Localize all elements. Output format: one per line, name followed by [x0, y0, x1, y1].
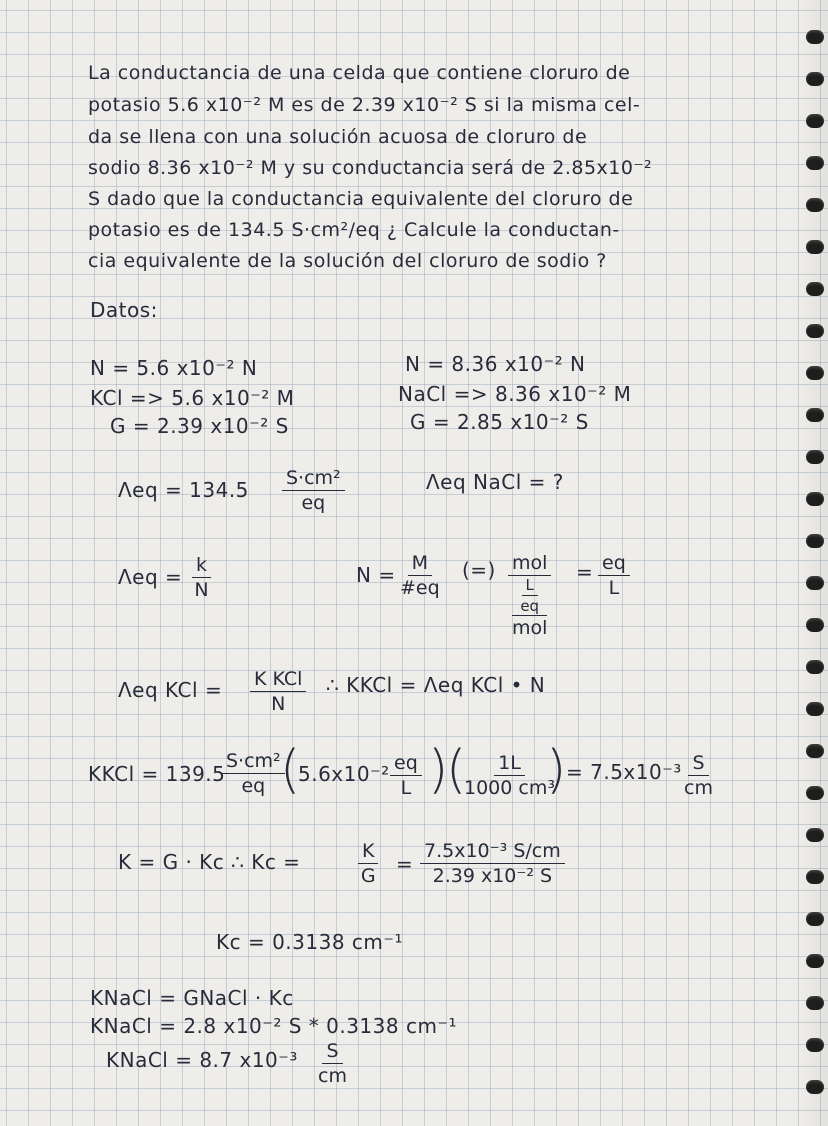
knacl-formula: KNaCl = GNaCl · Kc: [90, 986, 294, 1010]
binding-ring: [806, 198, 824, 212]
fraction-denominator: mol: [512, 617, 548, 639]
datos-label: Datos:: [90, 298, 158, 322]
kkcl-result-units: [684, 752, 713, 799]
binding-ring: [806, 618, 824, 632]
lambda-kcl: Λeq KCl =: [118, 678, 223, 702]
problem-line: potasio 5.6 x10⁻² M es de 2.39 x10⁻² S si la misma cel-: [88, 94, 641, 116]
formula-lambda: Λeq =: [118, 565, 183, 589]
binding-ring: [806, 744, 824, 758]
fraction-numerator: K: [358, 840, 378, 864]
problem-line: da se llena con una solución acuosa de cloruro de: [88, 126, 588, 148]
fraction-numerator: k: [192, 554, 211, 578]
fraction-numerator: S: [688, 752, 708, 776]
binding-ring: [806, 450, 824, 464]
result-units-fraction: [598, 552, 630, 599]
fraction-denominator: N: [271, 693, 286, 715]
fraction-numerator: 1L: [494, 752, 525, 776]
units-numerator: S·cm²: [282, 467, 345, 491]
binding-ring: [806, 534, 824, 548]
problem-line: potasio es de 134.5 S·cm²/eq ¿ Calcule la conductan-: [88, 219, 620, 241]
lambda-eq-kcl: Λeq = 134.5: [118, 478, 249, 502]
knacl-units: [318, 1040, 347, 1087]
fraction-denominator: N: [194, 579, 209, 601]
kc-fraction: [358, 840, 378, 887]
binding-ring: [806, 366, 824, 380]
kcl-molarity: KCl => 5.6 x10⁻² M: [90, 386, 295, 410]
binding-ring: [806, 996, 824, 1010]
fraction-numerator: eq: [390, 752, 422, 776]
problem-line: sodio 8.36 x10⁻² M y su conductancia será de 2.85x10⁻²: [88, 157, 653, 179]
formula-n: N =: [356, 563, 396, 587]
binding-ring: [806, 240, 824, 254]
nested-fraction: [520, 576, 539, 615]
fraction-numerator: eq: [598, 552, 630, 576]
binding-ring: [806, 408, 824, 422]
spiral-binding: [798, 0, 828, 1126]
kcl-normality: N = 5.6 x10⁻² N: [90, 356, 258, 380]
binding-ring: [806, 324, 824, 338]
eq-per-liter: [390, 752, 422, 799]
fraction-numerator: mol: [508, 552, 551, 576]
fraction-denominator: 2.39 x10⁻² S: [432, 865, 553, 887]
binding-ring: [806, 282, 824, 296]
binding-ring: [806, 576, 824, 590]
liter-conversion: [464, 752, 555, 799]
therefore-kkcl: ∴ KKCl = Λeq KCl • N: [326, 673, 546, 697]
lambda-eq-units: [282, 467, 345, 514]
nacl-normality: N = 8.36 x10⁻² N: [405, 352, 586, 376]
open-paren: (: [446, 740, 467, 800]
fraction-numerator: L: [522, 576, 538, 596]
binding-ring: [806, 114, 824, 128]
binding-ring: [806, 492, 824, 506]
binding-ring: [806, 72, 824, 86]
binding-ring: [806, 30, 824, 44]
problem-line: La conductancia de una celda que contiene cloruro de: [88, 62, 631, 84]
equivalence-sign: (=): [462, 558, 496, 582]
binding-ring: [806, 912, 824, 926]
fraction-denominator: eq: [241, 775, 266, 797]
units-compound-fraction: [508, 552, 551, 639]
equals-sign: =: [396, 852, 414, 876]
fraction-denominator: cm: [318, 1065, 347, 1087]
close-paren: ): [428, 740, 449, 800]
binding-ring: [806, 660, 824, 674]
knacl-substitution: KNaCl = 2.8 x10⁻² S * 0.3138 cm⁻¹: [90, 1014, 458, 1038]
binding-ring: [806, 702, 824, 716]
nacl-conductance: G = 2.85 x10⁻² S: [410, 410, 589, 434]
fraction-denominator: L: [400, 777, 412, 799]
fraction-numerator: M: [408, 552, 432, 576]
knacl-result: KNaCl = 8.7 x10⁻³: [106, 1048, 298, 1072]
kc-result: Kc = 0.3138 cm⁻¹: [216, 930, 403, 954]
fraction-denominator: G: [360, 865, 376, 887]
units-denominator: eq: [301, 492, 326, 514]
kkcl-units: [222, 750, 285, 797]
fraction-denominator: 1000 cm³: [464, 777, 555, 799]
kc-value-fraction: [420, 840, 565, 887]
kcl-conductance: G = 2.39 x10⁻² S: [110, 414, 289, 438]
equals-sign: =: [576, 560, 594, 584]
lambda-eq-nacl-question: Λeq NaCl = ?: [426, 470, 564, 494]
binding-ring: [806, 954, 824, 968]
binding-ring: [806, 1080, 824, 1094]
fraction-denominator: L: [608, 577, 620, 599]
binding-ring: [806, 828, 824, 842]
kkcl-result: = 7.5x10⁻³: [566, 760, 682, 784]
kc-formula: K = G · Kc ∴ Kc =: [118, 850, 301, 874]
formula-n-fraction: [400, 552, 440, 599]
lambda-kcl-fraction: [250, 668, 306, 715]
problem-line: cia equivalente de la solución del cloruro de sodio ?: [88, 250, 607, 272]
binding-ring: [806, 870, 824, 884]
fraction-numerator: K KCl: [250, 668, 306, 692]
fraction-denominator: #eq: [400, 577, 440, 599]
formula-lambda-fraction: [192, 554, 211, 601]
fraction-denominator: cm: [684, 777, 713, 799]
kkcl-calc: KKCl = 139.5: [88, 762, 226, 786]
kcl-normality-factor: 5.6x10⁻²: [298, 762, 390, 786]
close-paren: ): [546, 740, 567, 800]
nacl-molarity: NaCl => 8.36 x10⁻² M: [398, 382, 632, 406]
fraction-numerator: S·cm²: [222, 750, 285, 774]
open-paren: (: [280, 740, 301, 800]
binding-ring: [806, 156, 824, 170]
fraction-numerator: 7.5x10⁻³ S/cm: [420, 840, 565, 864]
binding-ring: [806, 1038, 824, 1052]
fraction-numerator: S: [322, 1040, 342, 1064]
problem-line: S dado que la conductancia equivalente del cloruro de: [88, 188, 634, 210]
binding-ring: [806, 786, 824, 800]
fraction-denominator: eq: [520, 597, 540, 615]
